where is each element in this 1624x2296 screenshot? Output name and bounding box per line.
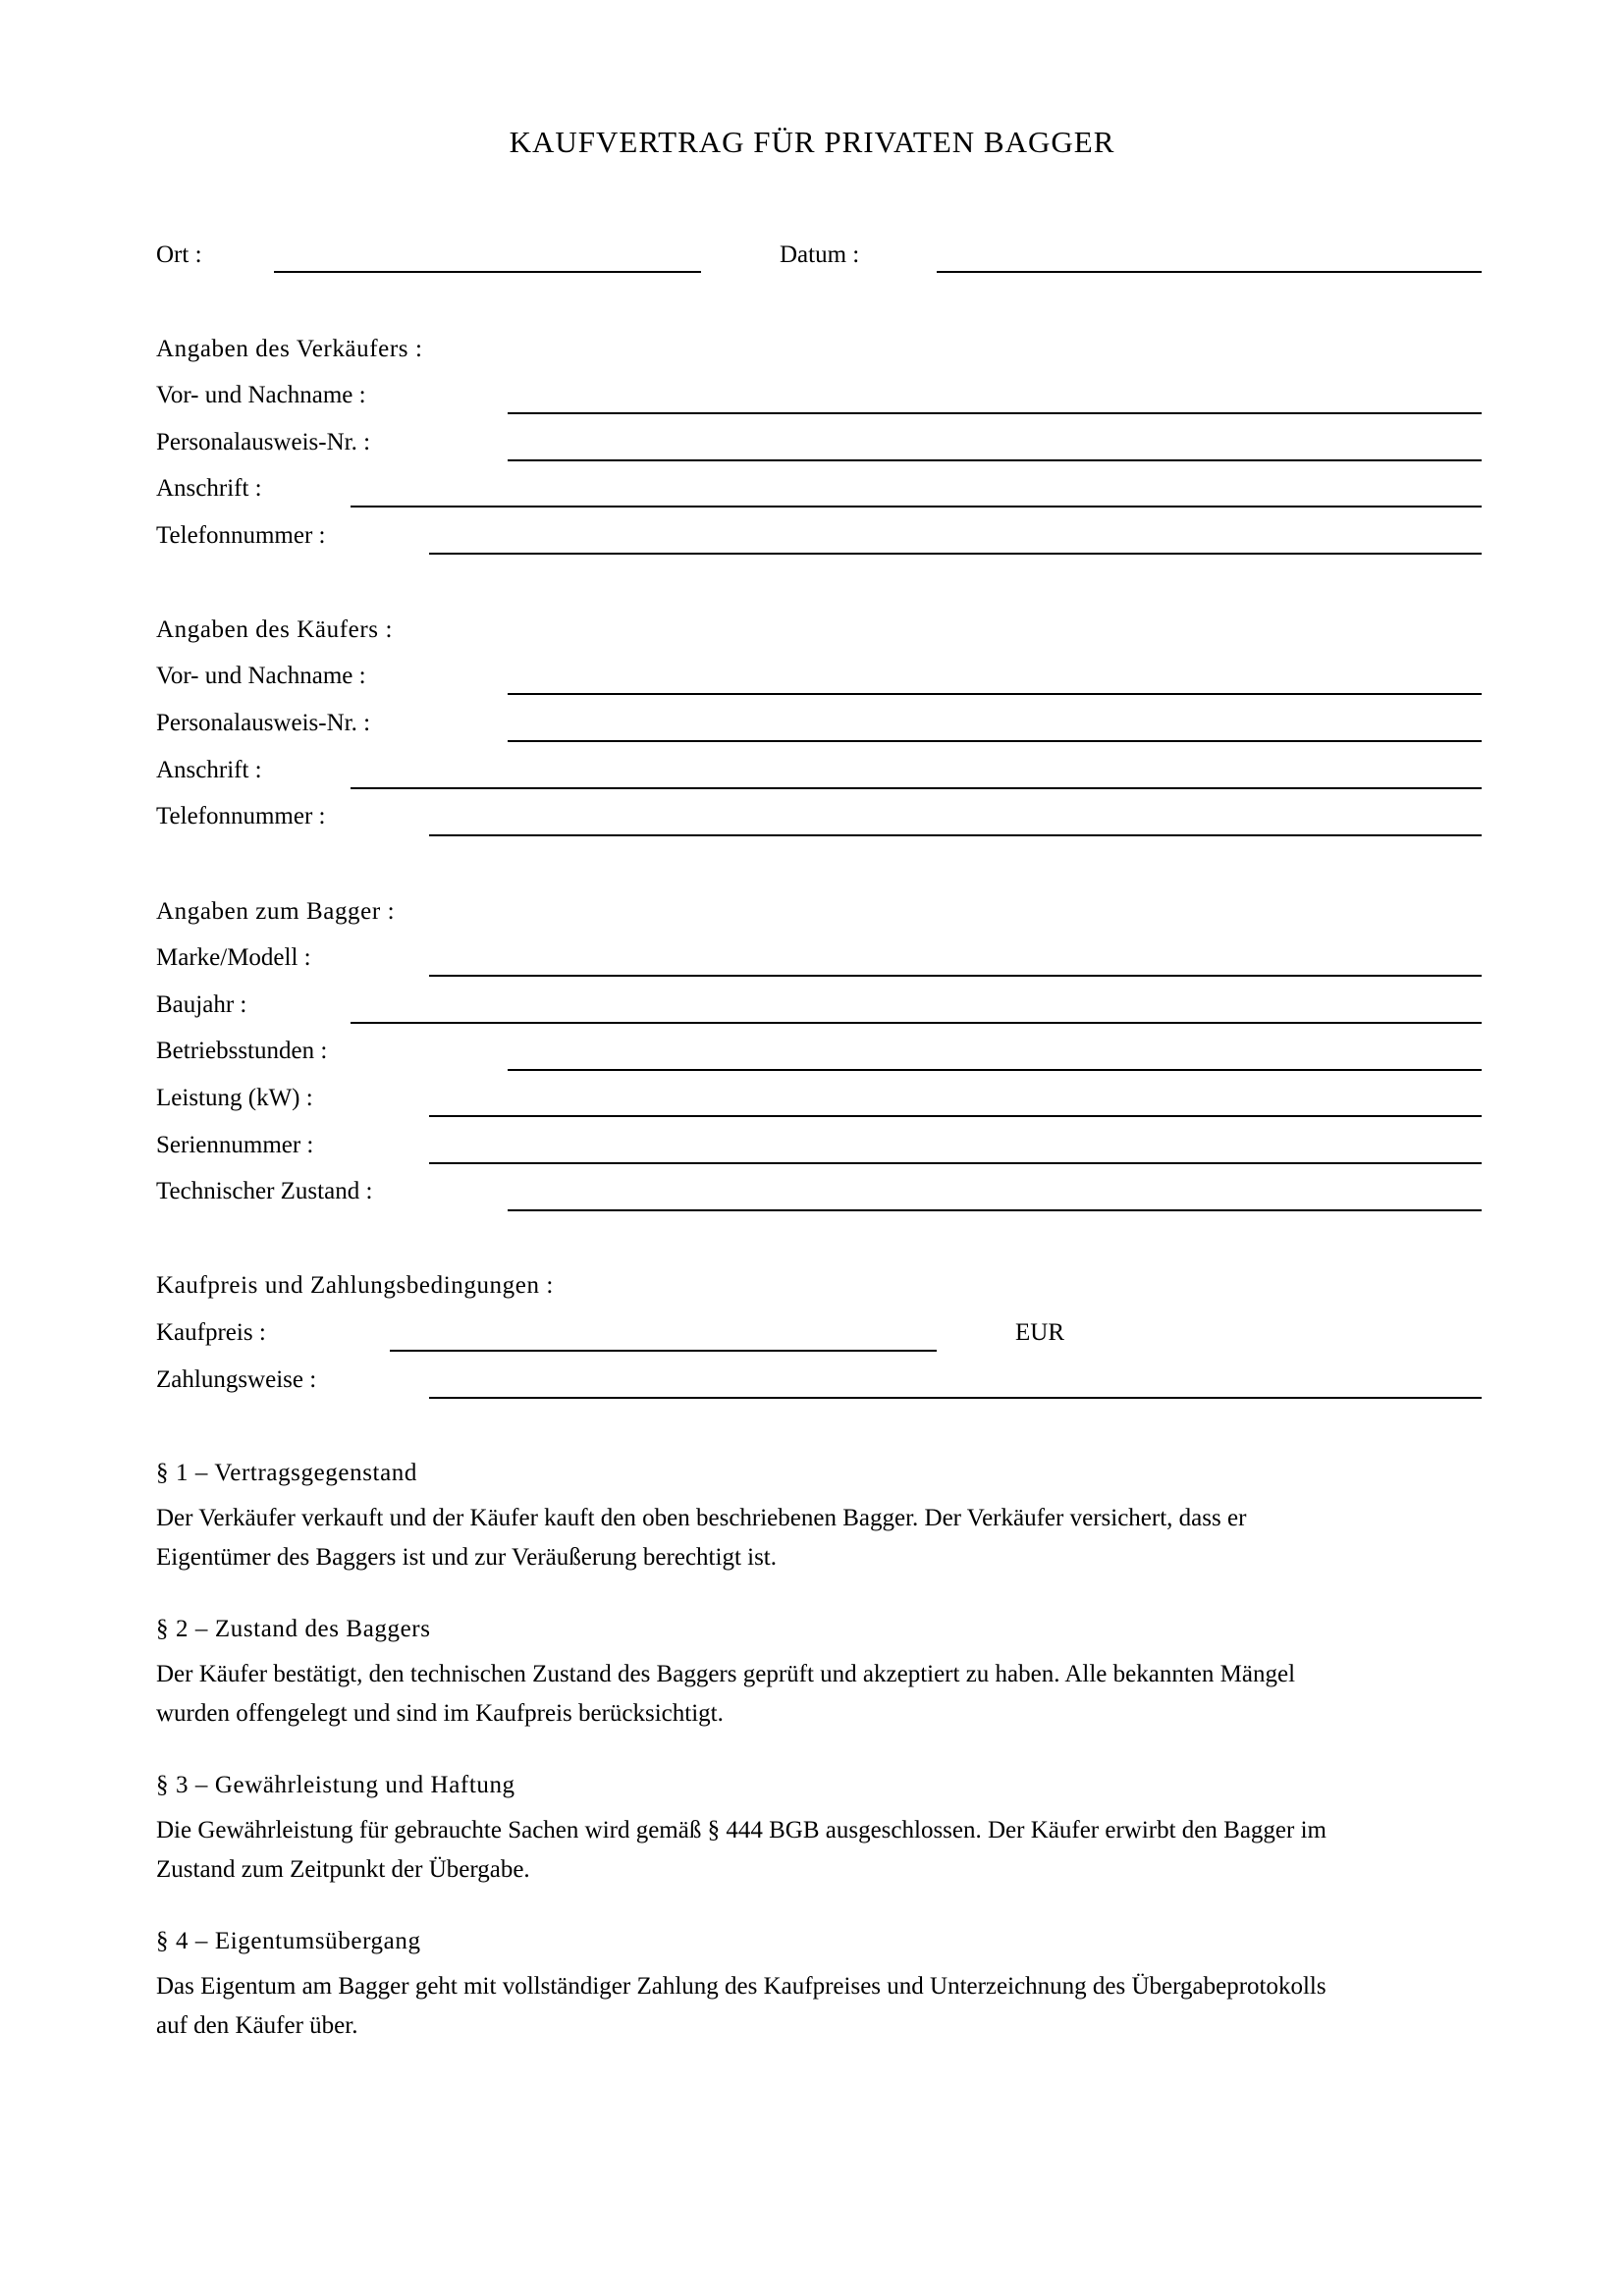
ort-label: Ort : xyxy=(156,241,202,268)
datum-field[interactable] xyxy=(937,271,1482,273)
seller-heading: Angaben des Verkäufers : xyxy=(156,336,423,362)
clause-heading: § 1 – Vertragsgegenstand xyxy=(156,1460,417,1486)
seller-id-field[interactable] xyxy=(508,459,1482,461)
buyer-phone-label: Telefonnummer : xyxy=(156,803,326,829)
price-field[interactable] xyxy=(390,1350,937,1352)
seller-name-field[interactable] xyxy=(508,412,1482,414)
payment-heading: Kaufpreis und Zahlungsbedingungen : xyxy=(156,1272,554,1299)
excavator-serial-field[interactable] xyxy=(429,1162,1482,1164)
payment-method-field[interactable] xyxy=(429,1397,1482,1399)
clause-heading: § 3 – Gewährleistung und Haftung xyxy=(156,1772,515,1798)
clause-line: auf den Käufer über. xyxy=(156,2012,358,2039)
buyer-id-field[interactable] xyxy=(508,740,1482,742)
seller-address-label: Anschrift : xyxy=(156,475,262,502)
buyer-heading: Angaben des Käufers : xyxy=(156,616,393,643)
excavator-hours-label: Betriebsstunden : xyxy=(156,1038,328,1064)
excavator-heading: Angaben zum Bagger : xyxy=(156,898,396,925)
excavator-condition-field[interactable] xyxy=(508,1209,1482,1211)
clause-heading: § 4 – Eigentumsübergang xyxy=(156,1928,421,1954)
seller-phone-field[interactable] xyxy=(429,553,1482,555)
excavator-power-field[interactable] xyxy=(429,1115,1482,1117)
currency-label: EUR xyxy=(1015,1319,1064,1346)
buyer-name-label: Vor- und Nachname : xyxy=(156,663,366,689)
payment-method-label: Zahlungsweise : xyxy=(156,1366,317,1393)
buyer-address-field[interactable] xyxy=(351,787,1482,789)
seller-phone-label: Telefonnummer : xyxy=(156,522,326,549)
seller-address-field[interactable] xyxy=(351,506,1482,507)
clause-line: Das Eigentum am Bagger geht mit vollständiger Zahlung des Kaufpreises und Unterzeichnung des Übergabeprotokolls xyxy=(156,1973,1326,2000)
excavator-serial-label: Seriennummer : xyxy=(156,1132,314,1158)
buyer-phone-field[interactable] xyxy=(429,834,1482,836)
buyer-address-label: Anschrift : xyxy=(156,757,262,783)
seller-name-label: Vor- und Nachname : xyxy=(156,382,366,408)
excavator-model-field[interactable] xyxy=(429,975,1482,977)
clause-text xyxy=(156,1811,1491,1890)
buyer-id-label: Personalausweis-Nr. : xyxy=(156,710,371,736)
clause-line: Der Verkäufer verkauft und der Käufer kauft den oben beschriebenen Bagger. Der Verkäufer versichert, dass er xyxy=(156,1505,1247,1531)
excavator-condition-label: Technischer Zustand : xyxy=(156,1178,373,1204)
clause-text xyxy=(156,1655,1491,1734)
clause-line: Der Käufer bestätigt, den technischen Zustand des Baggers geprüft und akzeptiert zu haben. Alle bekannten Mängel xyxy=(156,1661,1296,1687)
clause-text xyxy=(156,1967,1491,2046)
excavator-power-label: Leistung (kW) : xyxy=(156,1085,313,1111)
excavator-model-label: Marke/Modell : xyxy=(156,944,311,971)
datum-label: Datum : xyxy=(780,241,860,268)
clause-line: Eigentümer des Baggers ist und zur Veräußerung berechtigt ist. xyxy=(156,1544,778,1571)
clause-line: Zustand zum Zeitpunkt der Übergabe. xyxy=(156,1856,530,1883)
price-label: Kaufpreis : xyxy=(156,1319,266,1346)
clause-heading: § 2 – Zustand des Baggers xyxy=(156,1616,431,1642)
buyer-name-field[interactable] xyxy=(508,693,1482,695)
document-title: KAUFVERTRAG FÜR PRIVATEN BAGGER xyxy=(509,125,1115,159)
excavator-year-field[interactable] xyxy=(351,1022,1482,1024)
excavator-year-label: Baujahr : xyxy=(156,991,247,1018)
clause-text xyxy=(156,1499,1491,1577)
ort-field[interactable] xyxy=(274,271,701,273)
seller-id-label: Personalausweis-Nr. : xyxy=(156,429,371,455)
clause-line: Die Gewährleistung für gebrauchte Sachen wird gemäß § 444 BGB ausgeschlossen. Der Käufer erwirbt den Bagger im xyxy=(156,1817,1326,1843)
excavator-hours-field[interactable] xyxy=(508,1069,1482,1071)
clause-line: wurden offengelegt und sind im Kaufpreis berücksichtigt. xyxy=(156,1700,724,1727)
